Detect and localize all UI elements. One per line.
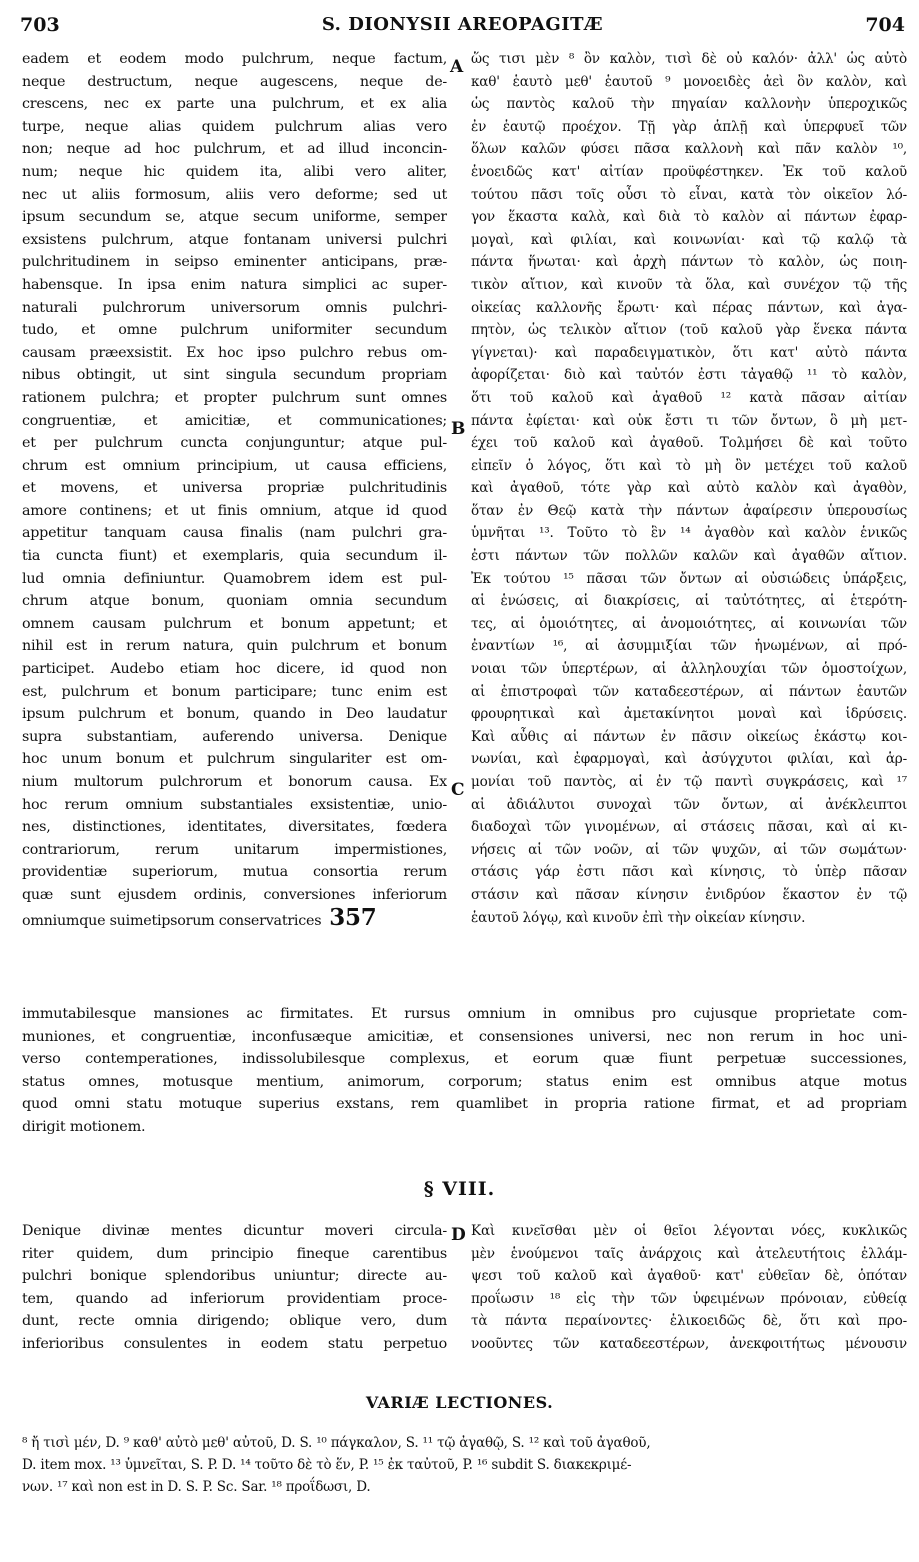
greek-line: Ἐκ τούτου ¹⁵ πᾶσαι τῶν ὄντων αἱ οὐσιώδεις ὑπάρξεις, <box>471 570 907 587</box>
latin-line: participet. Audebo etiam hoc dicere, id quod non <box>22 661 447 678</box>
latin-column <box>22 48 447 929</box>
latin-line: et per pulchrum cuncta conjunguntur; atque pul- <box>22 435 447 452</box>
greek-line: ὅταν ἐν Θεῷ κατὰ τὴν πάντων ἀφαίρεσιν ὑπερουσίως <box>471 502 907 519</box>
variae-lectiones-notes <box>22 1432 907 1498</box>
full-width-line: dirigit motionem. <box>22 1118 146 1135</box>
variant-reading-line: νων. ¹⁷ καὶ non est in D. S. P. Sc. Sar. ¹⁸ προΐδωσι, D. <box>22 1479 371 1495</box>
latin-line: ipsum pulchrum et bonum, quando in Deo laudatur <box>22 706 447 723</box>
greek-line: αἱ ἑνώσεις, αἱ διακρίσεις, αἱ ταὐτότητες, αἱ ἑτερότη- <box>471 593 907 610</box>
latin-line: nium multorum pulchrorum et bonorum causa. Ex <box>22 774 447 790</box>
latin-line: congruentiæ, et amicitiæ, et communicationes; <box>22 412 447 429</box>
variant-reading-line: D. item mox. ¹³ ὑμνεῖται, S. P. D. ¹⁴ τοῦτο δὲ τὸ ἕν, P. ¹⁵ ἐκ ταὐτοῦ, P. ¹⁶ subdit S. διακεκριμέ- <box>22 1457 632 1473</box>
margin-marker-d: D <box>451 1225 466 1245</box>
running-title: S. DIONYSII AREOPAGITÆ <box>321 14 604 35</box>
greek-line: αἱ ἐπιστροφαὶ τῶν καταδεεστέρων, αἱ πάντων ἑαυτῶν <box>471 683 907 700</box>
latin-line: Denique divinæ mentes dicuntur moveri circula- <box>22 1223 447 1239</box>
latin-line: riter quidem, dum principio fineque carentibus <box>22 1245 447 1262</box>
greek-line: ὥς τισι μὲν ⁸ ὂν καλὸν, τισὶ δὲ οὐ καλόν· ἀλλ' ὡς αὐτὸ <box>471 51 907 67</box>
greek-line: τικὸν αἴτιον, καὶ κινοῦν τὰ ὅλα, καὶ συνέχον τῷ τῆς <box>471 276 907 293</box>
latin-line: appetitur tanquam causa finalis (nam pulchri gra- <box>22 525 447 542</box>
greek-line: ἐν ἑαυτῷ προέχον. Τῇ γὰρ ἁπλῇ καὶ ὑπερφυεῖ τῶν <box>471 118 907 135</box>
greek-line: προΐωσιν ¹⁸ εἰς τὴν τῶν ὑφειμένων πρόνοιαν, εὐθείᾳ <box>471 1290 907 1307</box>
greek-line: αἱ ἀδιάλυτοι συνοχαὶ τῶν ὄντων, αἱ ἀνέκλειπτοι <box>471 796 907 813</box>
latin-line: contrariorum, rerum unitarum impermistiones, <box>22 841 447 858</box>
greek-line: τὰ πάντα περαίνοντες· ἑλικοειδῶς δὲ, ὅτι καὶ προ- <box>471 1313 907 1330</box>
latin-line: neque destructum, neque augescens, neque de- <box>22 73 447 90</box>
full-width-line: muniones, et congruentiæ, inconfusæque amicitiæ, et consensiones universi, nec non rerum in hoc uni- <box>22 1028 907 1045</box>
greek-line: μονίαι τοῦ παντὸς, αἱ ἐν τῷ παντὶ συγκράσεις, καὶ ¹⁷ <box>471 774 907 790</box>
latin-line: non; neque ad hoc pulchrum, et ad illud inconcin- <box>22 141 447 158</box>
latin-column-section-8 <box>22 1220 447 1356</box>
margin-marker-c: C <box>451 780 465 800</box>
full-width-line: quod omni statu motuque superius exstans, rem quamlibet in propria ratione firmat, et ad propriam <box>22 1096 907 1113</box>
latin-line: dunt, recte omnia dirigendo; oblique vero, dum <box>22 1313 447 1330</box>
greek-line: νωνίαι, καὶ ἐφαρμογαὶ, καὶ ἀσύγχυτοι φιλίαι, καὶ ἁρ- <box>471 751 907 768</box>
greek-line: ἐστι πάντων τῶν πολλῶν καλῶν καὶ ἀγαθῶν αἴτιον. <box>471 548 907 565</box>
latin-line: naturali pulchrorum universorum omnis pulchri- <box>22 299 447 316</box>
greek-line: νοιαι τῶν ὑπερτέρων, αἱ ἀλληλουχίαι τῶν ὁμοστοίχων, <box>471 661 907 678</box>
latin-line: num; neque hic quidem ita, alibi vero aliter, <box>22 163 447 180</box>
greek-line: ὡς παντὸς καλοῦ τὴν πηγαίαν καλλονὴν ὑπεροχικῶς <box>471 96 907 113</box>
full-width-line: status omnes, motusque mentium, animorum, corporum; status enim est omnibus atque motus <box>22 1073 907 1090</box>
greek-line: ἑνοειδῶς κατ' αἰτίαν προϋφέστηκεν. Ἐκ τοῦ καλοῦ <box>471 163 907 180</box>
greek-line: φρουρητικαὶ καὶ ἀμετακίνητοι μοναὶ καὶ ἱδρύσεις. <box>471 706 907 723</box>
greek-line: πάντα ἐφίεται· καὶ οὐκ ἔστι τι τῶν ὄντων, ὃ μὴ μετ- <box>471 412 907 429</box>
greek-line: γίγνεται)· καὶ παραδειγματικὸν, ὅτι κατ' αὐτὸ πάντα <box>471 344 907 361</box>
full-width-line: verso contemperationes, indissolubilesque complexus, et eorum quæ fiunt perpetuæ successiones, <box>22 1051 907 1068</box>
latin-line: nihil est in rerum natura, quin pulchrum et bonum <box>22 638 447 655</box>
greek-line: ἀφορίζεται· διὸ καὶ ταὐτόν ἐστι τἀγαθῷ ¹¹ τὸ καλὸν, <box>471 367 907 384</box>
latin-line: tem, quando ad inferiorum providentiam proce- <box>22 1290 447 1307</box>
greek-line: πητὸν, ὡς τελικὸν αἴτιον (τοῦ καλοῦ γὰρ ἕνεκα πάντα <box>471 322 907 339</box>
latin-line: nibus obtingit, ut sint singula secundum propriam <box>22 367 447 384</box>
greek-line: γον ἕκαστα καλὰ, καὶ διὰ τὸ καλὸν αἱ πάντων ἐφαρ- <box>471 209 907 226</box>
greek-line: ὅλων καλῶν φύσει πᾶσα καλλονὴ καὶ πᾶν καλὸν ¹⁰, <box>471 141 907 158</box>
greek-line: στάσιν καὶ πᾶσαν κίνησιν ἐνιδρύον ἕκαστον ἐν τῷ <box>471 886 907 903</box>
greek-line: ὅτι τοῦ καλοῦ καὶ ἀγαθοῦ ¹² κατὰ πᾶσαν αἰτίαν <box>471 389 907 406</box>
greek-line: έχει τοῦ καλοῦ καὶ ἀγαθοῦ. Τολμήσει δὲ καὶ τοῦτο <box>471 435 907 452</box>
latin-line: crescens, nec ex parte una pulchrum, et ex alia <box>22 96 447 113</box>
latin-line: nec ut aliis formosum, aliis vero deforme; sed ut <box>22 186 447 203</box>
latin-line: quæ sunt ejusdem ordinis, conversiones inferiorum <box>22 886 447 903</box>
full-width-line: immutabilesque mansiones ac firmitates. Et rursus omnium in omnibus pro cujusque proprietate com- <box>22 1006 907 1022</box>
greek-column-section-8 <box>471 1220 907 1356</box>
margin-marker-a: A <box>450 57 464 77</box>
inline-page-number: 357 <box>329 906 377 930</box>
greek-line: ὑμνῆται ¹³. Τοῦτο τὸ ἓν ¹⁴ ἀγαθὸν καὶ καλὸν ἑνικῶς <box>471 525 907 542</box>
section-heading: § VIII. <box>423 1178 496 1200</box>
page-number-left: 703 <box>20 14 60 36</box>
greek-line: μὲν ἑνούμενοι ταῖς ἀνάρχοις καὶ ἀτελευτήτοις ἐλλάμ- <box>471 1245 907 1262</box>
running-header <box>20 14 905 40</box>
greek-line: τούτου πᾶσι τοῖς οὖσι τὸ εἶναι, κατὰ τὸν οἰκεῖον λό- <box>471 186 907 203</box>
greek-line: ἐναντίων ¹⁶, αἱ ἀσυμμιξίαι τῶν ἡνωμένων, αἱ πρό- <box>471 638 907 655</box>
greek-line: μογαὶ, καὶ φιλίαι, καὶ κοινωνίαι· καὶ τῷ καλῷ τὰ <box>471 231 907 248</box>
full-width-paragraph <box>22 1003 907 1139</box>
greek-line: διαδοχαὶ τῶν γινομένων, αἱ στάσεις πᾶσαι, καὶ αἱ κι- <box>471 819 907 836</box>
greek-line: ψεσι τοῦ καλοῦ καὶ ἀγαθοῦ· κατ' εὐθεῖαν δὲ, ὁπόταν <box>471 1268 907 1285</box>
greek-line: καθ' ἑαυτὸ μεθ' ἑαυτοῦ ⁹ μονοειδὲς ἀεὶ ὂν καλὸν, καὶ <box>471 73 907 90</box>
latin-line: providentiæ superiorum, mutua consortia rerum <box>22 864 447 881</box>
latin-line: nes, distinctiones, identitates, diversitates, fœdera <box>22 819 447 836</box>
latin-line: omniumque suimetipsorum conservatrices 357 <box>22 907 447 930</box>
latin-line: et movens, et universa propriæ pulchritudinis <box>22 480 447 497</box>
latin-line: rationem pulchra; et propter pulchrum sunt omnes <box>22 389 447 406</box>
latin-line: tudo, et omne pulchrum uniformiter secundum <box>22 322 447 339</box>
latin-line: exsistens pulchrum, atque fontanam universi pulchri <box>22 231 447 248</box>
greek-line: πάντα ἥνωται· καὶ ἀρχὴ πάντων τὸ καλὸν, ὡς ποιη- <box>471 254 907 271</box>
greek-line: καὶ ἀγαθοῦ, τότε γὰρ καὶ αὐτὸ καλὸν καὶ ἀγαθὸν, <box>471 480 907 497</box>
latin-line: chrum atque bonum, quoniam omnia secundum <box>22 593 447 610</box>
latin-line: chrum est omnium principium, ut causa efficiens, <box>22 457 447 474</box>
greek-line: τες, αἱ ὁμοιότητες, αἱ ἀνομοιότητες, αἱ κοινωνίαι τῶν <box>471 615 907 632</box>
greek-line: οἰκείας καλλονῆς ἔρωτι· καὶ πέρας πάντων, καὶ ἀγα- <box>471 299 907 316</box>
variant-reading-line: ⁸ ἤ τισὶ μέν, D. ⁹ καθ' αὐτὸ μεθ' αὐτοῦ, D. S. ¹⁰ πάγκαλον, S. ¹¹ τῷ ἀγαθῷ, S. ¹² καὶ τοῦ ἀγαθοῦ, <box>22 1435 651 1451</box>
latin-line: causam præexsistit. Ex hoc ipso pulchro rebus om- <box>22 344 447 361</box>
greek-line: εἰπεῖν ὁ λόγος, ὅτι καὶ τὸ μὴ ὂν μετέχει τοῦ καλοῦ <box>471 457 907 474</box>
latin-line: pulchritudinem in seipso eminenter anticipans, præ- <box>22 254 447 271</box>
latin-line: inferioribus consulentes in eodem statu perpetuo <box>22 1335 447 1352</box>
variae-lectiones-title: VARIÆ LECTIONES. <box>365 1393 554 1412</box>
greek-line: ἑαυτοῦ λόγῳ, καὶ κινοῦν ἐπὶ τὴν οἰκείαν κίνησιν. <box>471 909 806 926</box>
latin-line: hoc unum bonum et pulchrum singulariter est om- <box>22 751 447 768</box>
latin-line: amore continens; et ut finis omnium, atque id quod <box>22 502 447 519</box>
latin-line: pulchri bonique splendoribus uniuntur; directe au- <box>22 1268 447 1285</box>
latin-line: hoc rerum omnium substantiales exsistentiæ, unio- <box>22 796 447 813</box>
latin-line: turpe, neque alias quidem pulchrum alias vero <box>22 118 447 135</box>
greek-column <box>471 48 907 929</box>
greek-line: στάσις γάρ ἐστι πᾶσι καὶ κίνησις, τὸ ὑπὲρ πᾶσαν <box>471 864 907 881</box>
latin-line: eadem et eodem modo pulchrum, neque factum, <box>22 51 447 67</box>
latin-line: tia cuncta fiunt) et exemplaris, quia secundum il- <box>22 548 447 565</box>
page-number-right: 704 <box>865 14 905 36</box>
latin-line: omnem causam pulchrum et bonum appetunt; et <box>22 615 447 632</box>
greek-line: νοοῦντες τῶν καταδεεστέρων, ἀνεκφοιτήτως μένουσιν <box>471 1335 907 1352</box>
greek-line: Καὶ κινεῖσθαι μὲν οἱ θεῖοι λέγονται νόες, κυκλικῶς <box>471 1223 907 1239</box>
latin-line: est, pulchrum et bonum participare; tunc enim est <box>22 683 447 700</box>
greek-line: νήσεις αἱ τῶν νοῶν, αἱ τῶν ψυχῶν, αἱ τῶν σωμάτων· <box>471 841 907 858</box>
latin-line: ipsum secundum se, atque secum uniforme, semper <box>22 209 447 226</box>
greek-line: Καὶ αὖθις αἱ πάντων ἐν πᾶσιν οἰκείως ἑκάστῳ κοι- <box>471 728 907 745</box>
margin-marker-b: B <box>451 419 466 439</box>
latin-line: supra substantiam, auferendo universa. Denique <box>22 728 447 745</box>
latin-line: lud omnia definiuntur. Quamobrem idem est pul- <box>22 570 447 587</box>
latin-line: habensque. In ipsa enim natura simplici ac super- <box>22 276 447 293</box>
